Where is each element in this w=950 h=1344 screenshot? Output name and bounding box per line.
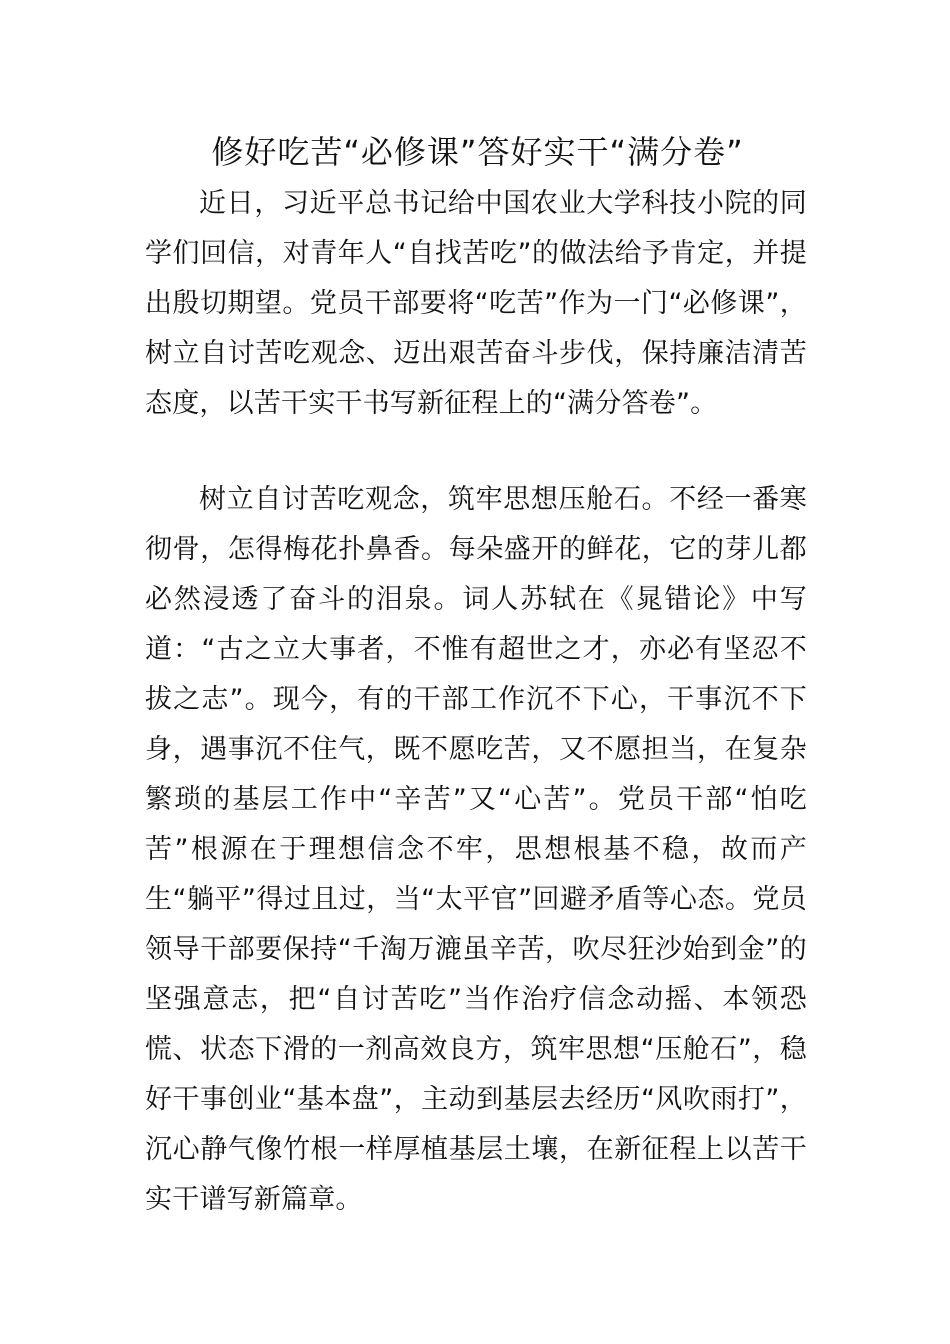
paragraph-body: 树立自讨苦吃观念，筑牢思想压舱石。不经一番寒彻骨，怎得梅花扑鼻香。每朵盛开的鲜花，它的芽儿都必然浸透了奋斗的泪泉。词人苏轼在《晁错论》中写道：“古之立大事者，不惟有超世之才，亦必有坚忍不拔之志”。现今，有的干部工作沉不下心，干事沉不下身，遇事沉不住气，既不愿吃苦，又不愿担当，在复杂繁琐的基层工作中“辛苦”又“心苦”。党员干部“怕吃苦”根源在于理想信念不牢，思想根基不稳，故而产生“躺平”得过且过，当“太平官”回避矛盾等心态。党员领导干部要保持“千淘万漉虽辛苦，吹尽狂沙始到金”的坚强意志，把“自讨苦吃”当作治疗信念动摇、本领恐慌、状态下滑的一剂高效良方，筑牢思想“压舱石”，稳好干事创业“基本盘”，主动到基层去经历“风吹雨打”，沉心静气像竹根一样厚植基层土壤，在新征程上以苦干实干谱写新篇章。 [145, 484, 807, 1215]
document-title: 修好吃苦“必修课”答好实干“满分卷” [211, 133, 744, 171]
paragraph-intro: 近日，习近平总书记给中国农业大学科技小院的同学们回信，对青年人“自找苦吃”的做法给予肯定，并提出殷切期望。党员干部要将“吃苦”作为一门“必修课”，树立自讨苦吃观念、迈出艰苦奋斗步伐，保持廉洁清苦态度，以苦干实干书写新征程上的“满分答卷”。 [145, 188, 807, 419]
